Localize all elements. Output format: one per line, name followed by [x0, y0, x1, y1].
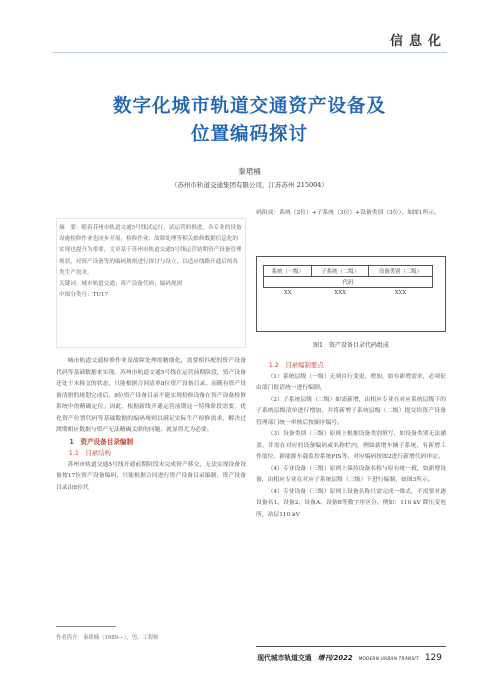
- left-column: [56, 356, 246, 494]
- code-structure-table: [263, 265, 433, 298]
- right-lead-paragraph: 码组成：系统（2位）+子系统（3位）+设备类别（3位），如图1所示。: [256, 210, 440, 216]
- paragraph-1: （1）系统层级（一级）无须自行变更、增加，如有新增需求，必须征由部门报请统一进行编制。: [256, 373, 446, 391]
- classification-number: 中图分类号：TU17: [59, 292, 109, 299]
- figure-1-frame: [256, 256, 446, 332]
- page-number: 129: [424, 653, 442, 663]
- right-column-body: [256, 360, 446, 521]
- paragraph-3: （3）设备类别（三级）原则上根据设备类别填写，如设备类别无法涵盖，并需在对应的设备编码或名称栏内，例如新增车辆子系统，有新增工作部位、新能源车载监控系统PIS等，对应编码按图2进行新增代码审定。: [256, 431, 446, 460]
- journal-name: 现代城市轨道交通: [257, 654, 312, 662]
- section-heading-1: 1 资产设备目录编制: [69, 437, 134, 446]
- paragraph-2: （2）子系统层级（二级）如需新增，由相应专业在对应系统层级下的子系统层级清单进行增加，并将新增子系统层级（二级）提交给资产设备管理部门统一审核后按顺序编号。: [256, 396, 446, 426]
- subsection-heading-1-1: 1.1 目录结构: [68, 449, 111, 457]
- paragraph-4: （4）专业设备（三级）原则上保持设备名称与原有统一致，如新增设备，由相应专业在对应子系统层级（三级）下进行编制，如图3所示。: [256, 465, 446, 483]
- abstract-text: 摘 要：随着苏州市轨道交通5号线试运行，试运营的推进，各专业的设备设施检修作业也同步开展，检修作业、故障处理等相关维修数据信息化的实现也提升为重要，文章基于苏州市轨道交通5号线运营初期资产设备管理现状，对资产设备等的编码规则进行探讨与设立，以适应线路开通后的各类生产需求。: [59, 225, 242, 276]
- article-title-line1: 数字化城市轨道交通资产设备及: [112, 96, 386, 117]
- table-code-category: XXX: [368, 288, 432, 299]
- footer-divider: [256, 646, 446, 647]
- table-header-category: 设备类别（三级）: [368, 266, 432, 277]
- table-header-system: 系统（一级）: [264, 266, 312, 277]
- journal-english-name: MODERN URBAN TRANSIT: [358, 656, 419, 661]
- subsection-1-1-text: 苏州市轨道交通5号线开通前期阶段未完成资产移交，无法实现设备设备按17位资产设备编码，只能根据合同进行资产设备目录编制，资产设备目录由8位代: [56, 461, 246, 491]
- intro-paragraph: 城市轨道交通检修作业及故障处理的精细化，需要相匹配的资产设备代码等基础数据来实现。苏州市轨道交通5号线在运营前期阶段，资产设备还处于未移交的状态，只能根据合同清单8位资产设备目录，而随有资产设备清册的规划完成后，8位资产设备目录不能实现检修设备在资产设备检修系统中的精确定位。因此，根据新线开通运营前期这一特殊阶段需要，优化资产位置代码等基础数据的编码规则以满足实际生产检修需求，解决过渡期相应数据与资产无法精确关联的问题，就显得尤为必要。: [56, 358, 246, 433]
- keywords: 关键词：城市轨道交通；资产设备代码；编码规则: [59, 281, 183, 288]
- figure-1-caption: 图1 资产设备目录代码组成: [313, 342, 389, 349]
- author-affiliation: （苏州市轨道交通集团有限公司，江苏苏州 215004）: [171, 181, 328, 189]
- article-title-line2: 位置编码探讨: [190, 124, 308, 145]
- header-divider: [52, 52, 447, 53]
- table-code-label: 代码: [264, 277, 433, 288]
- author-footnote: 作者简介：秦珺楠（1989—），男，工程师: [56, 635, 159, 641]
- page-footer: [257, 652, 442, 663]
- paragraph-5: （4）专业设备（三级）原则上设备名称只需完成一维式，不需要对逐设备名1、设备2、设备A、设备B等数字序区分。例如：110 kV 降压变电所，站层110 kV: [256, 488, 446, 518]
- table-code-subsystem: XXX: [312, 288, 368, 299]
- subsection-heading-1-2: 1.2 目录编制要点: [268, 361, 324, 369]
- right-column-lead: [256, 208, 446, 220]
- table-header-subsystem: 子系统（二级）: [312, 266, 368, 277]
- section-label: 信息化: [389, 34, 447, 49]
- abstract-box: [56, 218, 246, 348]
- author-name: 秦珺楠: [238, 167, 261, 176]
- issue-label: 增刊/2022: [317, 654, 353, 662]
- footnote-divider: [56, 626, 116, 627]
- table-code-system: XX: [264, 288, 312, 299]
- page-header: [0, 0, 499, 56]
